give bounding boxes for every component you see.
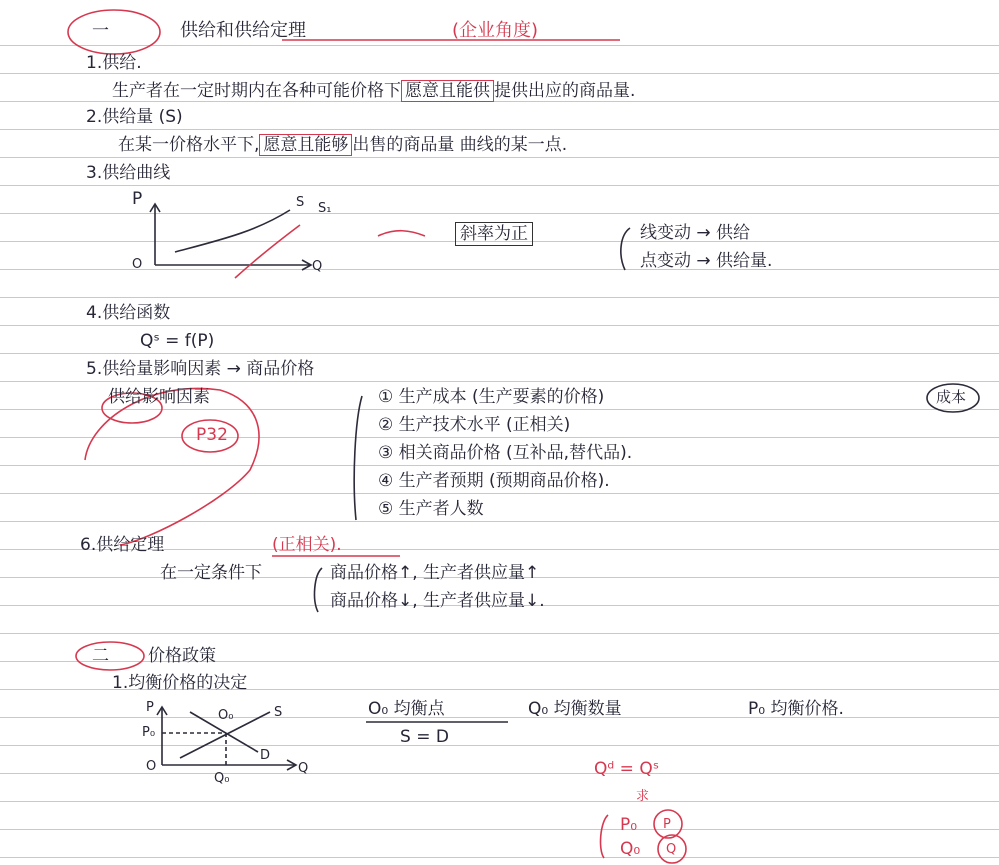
item2-text-post: 出售的商品量 曲线的某一点.	[352, 135, 568, 155]
factor-4: ④ 生产者预期 (预期商品价格).	[378, 471, 610, 491]
p-result-circled: P	[663, 817, 671, 832]
item6-line1: 商品价格↑, 生产者供应量↑	[330, 563, 540, 583]
item6-note: (正相关).	[272, 535, 342, 555]
item4-heading: 4.供给函数	[86, 303, 171, 323]
graph-o-label: O	[132, 257, 143, 272]
factor1-annotation: 成本	[936, 388, 967, 406]
eq-graph-o0-label: O₀	[218, 708, 234, 723]
eq-price: P₀ 均衡价格.	[748, 699, 844, 719]
item1-text-post: 提供出应的商品量.	[494, 81, 636, 101]
item6-heading: 6.供给定理	[80, 535, 165, 555]
factors-brace	[354, 396, 362, 520]
rules-brace	[621, 228, 630, 270]
item1-heading: 1.供给.	[86, 53, 142, 73]
factor-5: ⑤ 生产者人数	[378, 499, 484, 519]
section1-title-note: (企业角度)	[452, 20, 539, 41]
slope-positive-box: 斜率为正	[455, 222, 533, 246]
eq-graph-q0-label: Q₀	[214, 771, 230, 786]
p-result: P₀	[620, 815, 638, 835]
section1-title: 供给和供给定理	[180, 20, 306, 41]
factor-3: ③ 相关商品价格 (互补品,替代品).	[378, 443, 633, 463]
solve-label: 求	[636, 789, 650, 804]
q-result: Q₀	[620, 839, 641, 859]
eq-graph-q-label: Q	[298, 761, 309, 776]
red-tick-mark	[378, 231, 425, 236]
rule-point-move: 点变动 → 供给量.	[640, 251, 773, 271]
item2-text-pre: 在某一价格水平下,	[118, 135, 260, 155]
graph-s-label: S	[296, 195, 305, 210]
item5-heading: 5.供给量影响因素 → 商品价格	[86, 359, 315, 379]
item5-note-p32: P32	[196, 425, 228, 445]
section1-marker: 一	[92, 21, 109, 41]
section2-marker: 二	[92, 646, 109, 666]
eq-graph-s-label: S	[274, 705, 283, 720]
eq-formula: Qᵈ = Qˢ	[594, 759, 660, 779]
item6-brace	[315, 568, 322, 612]
item1-text-boxed: 愿意且能供	[401, 80, 494, 102]
item5-sub-heading: 供给影响因素	[108, 387, 210, 407]
graph-p-label: P	[132, 189, 143, 209]
section1-marker-circle	[68, 10, 160, 54]
section2-title: 价格政策	[148, 646, 216, 666]
eq-condition: S = D	[400, 727, 449, 747]
q-result-circled: Q	[666, 842, 677, 857]
item2-text	[118, 134, 567, 156]
eq-graph-p-label: P	[146, 700, 154, 715]
item6-condition: 在一定条件下	[160, 563, 262, 583]
section2-marker-circle	[76, 642, 144, 670]
item2-heading: 2.供给量 (S)	[86, 107, 183, 127]
rule-line-shift: 线变动 → 供给	[640, 223, 751, 243]
item1-text-pre: 生产者在一定时期内在各种可能价格下	[112, 81, 401, 101]
eq-graph-o-label: O	[146, 759, 157, 774]
item2-text-boxed: 愿意且能够	[259, 134, 352, 156]
eq-graph-d-label: D	[260, 748, 271, 763]
factor-2: ② 生产技术水平 (正相关)	[378, 415, 571, 435]
red-swirl-annotation	[85, 388, 259, 545]
eq-quantity: Q₀ 均衡数量	[528, 699, 622, 719]
graph-s1-label: S₁	[318, 201, 332, 216]
supply-curve-graph	[150, 204, 311, 278]
item1-text	[112, 80, 635, 102]
result-brace	[601, 815, 608, 858]
graph-q-label: Q	[312, 259, 323, 274]
supply-function-formula: Qˢ = f(P)	[140, 331, 215, 351]
section2-item1-heading: 1.均衡价格的决定	[112, 673, 248, 693]
item3-heading: 3.供给曲线	[86, 163, 171, 183]
supply-curve-s1	[235, 225, 300, 278]
eq-point-label: O₀ 均衡点	[368, 699, 445, 719]
item6-line2: 商品价格↓, 生产者供应量↓.	[330, 591, 545, 611]
factor-1: ① 生产成本 (生产要素的价格)	[378, 387, 605, 407]
eq-graph-p0-label: P₀	[142, 725, 156, 740]
